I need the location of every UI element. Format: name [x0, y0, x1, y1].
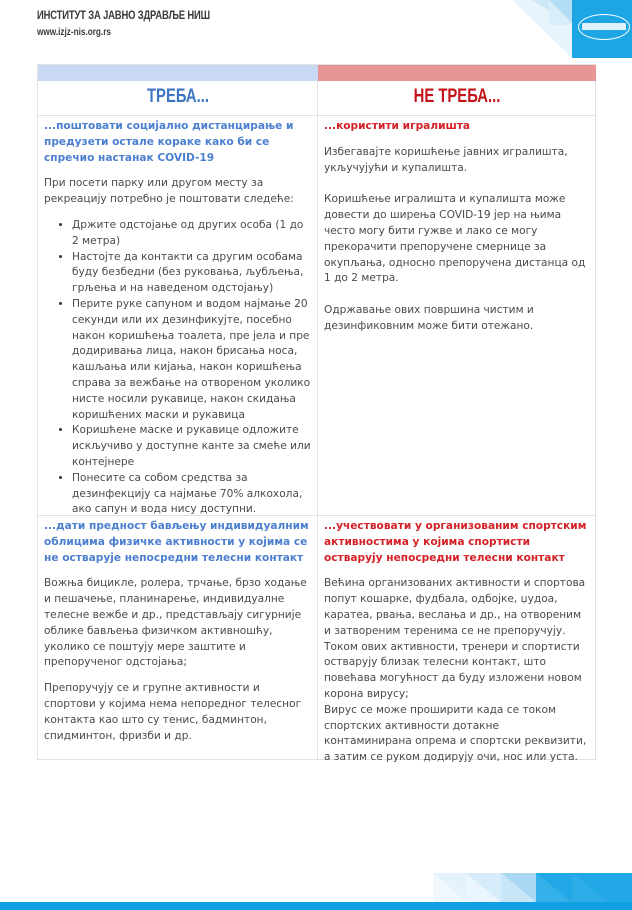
cell-heading: ...дати предност бављењу индивидуалним облицима физичке активности у којима се не остварује непосредни телесни контакт [44, 520, 309, 564]
cell-paragraph: Већина организованих активности и спортова попут кошарке, фудбала, одбојке, џудоа, каратеа, рвања, веслања и др., на отвореним и затвореним теренима се не препоручују. Током ових активности, тренери и спортисти остварују близак телесни контакт, што повећава могућност да буду изложени новом корона вирусу; [324, 577, 586, 700]
cell-paragraph: Вирус се може проширити када се током спортских активности дотакне контаминирана опрема и спортски реквизити, а затим се руком додирују очи, нос или уста. [324, 703, 587, 764]
column-title-ne-treba: НЕ ТРЕБА... [413, 86, 501, 107]
cell-paragraph: Вожња бицикле, ролера, трчање, брзо ходање и пешачење, планинарење, индивидуалне телесне вежбе и др., представљају сигурније облике бављења физичком активношћу, уколико се поштују мере заштите и препорученог одстојања; [44, 577, 307, 669]
list-item: • Настојте да контакти са другим особама буду безбедни (без руковања, љубљења, грљења и на наведеном одстојању) [72, 250, 312, 297]
cell-heading: ...учествовати у организованим спортским активностима у којима спортисти остварују непосредни телесни контакт [324, 520, 587, 564]
ne-treba-stripe [318, 65, 596, 81]
cell-paragraph: Избегавајте коришћење јавних игралишта, укључујући и купалишта. [324, 145, 568, 174]
cell-paragraph: Коришћење игралишта и купалишта може довести до ширења COVID-19 јер на њима често могу бити гужве и лако се могу прекорачити препоручене смернице за окупљања, односно препоручена дистанца од 1 до 2 метра. [324, 193, 586, 285]
cell-paragraph: Препоручују се и групне активности и спортови у којима нема непоредног телесног контакта као што су тенис, бадминтон, спидминтон, фризби и др. [44, 682, 302, 742]
list-item: • Држите одстојање од других особа (1 до 2 метра) [72, 218, 312, 250]
cell-heading: ...поштовати социјално дистанцирање и предузети остале кораке како би се спречио настанак COVID-19 [44, 120, 294, 164]
cell-row1-treba [38, 119, 318, 518]
do-dont-table [37, 64, 596, 764]
cell-row2-ne-treba [318, 519, 596, 776]
cell-paragraph: Одржавање ових површина чистим и дезинфиковним може бити отежано. [324, 304, 534, 332]
institute-name: ИНСТИТУТ ЗА ЈАВНО ЗДРАВЉЕ НИШ [37, 10, 210, 22]
institute-url: www.izjz-nis.org.rs [37, 27, 111, 38]
column-title-treba: ТРЕБА... [147, 86, 209, 107]
logo-band-icon [582, 23, 626, 30]
cell-row2-treba [38, 519, 318, 754]
bullet-list [44, 218, 312, 518]
footer-decoration [0, 866, 632, 910]
list-item: • Перите руке сапуном и водом најмање 20 секунди или их дезинфикујте, посебно након коришћења тоалета, пре јела и пре додиривања лица, након брисања носа, кашљања или кијања, након коришћења справа за вежбање на отвореном уколико нисте носили рукавице, након скидања коришћених маски и рукавица [72, 297, 312, 423]
institute-logo [572, 0, 632, 58]
cell-heading: ...користити игралишта [324, 120, 471, 132]
list-item: • Коришћене маске и рукавице одложите искључиво у доступне канте за смеће или контејнере [72, 423, 312, 470]
cell-intro: При посети парку или другом месту за рекреацију потребно је поштовати следеће: [44, 177, 294, 206]
title-row-divider [38, 115, 595, 116]
list-item: • Понесите са собом средства за дезинфекцију са најмање 70% алкохола, ако сапун и вода нису доступни. [72, 471, 312, 518]
treba-stripe [38, 65, 318, 81]
cell-row1-ne-treba [318, 119, 596, 345]
